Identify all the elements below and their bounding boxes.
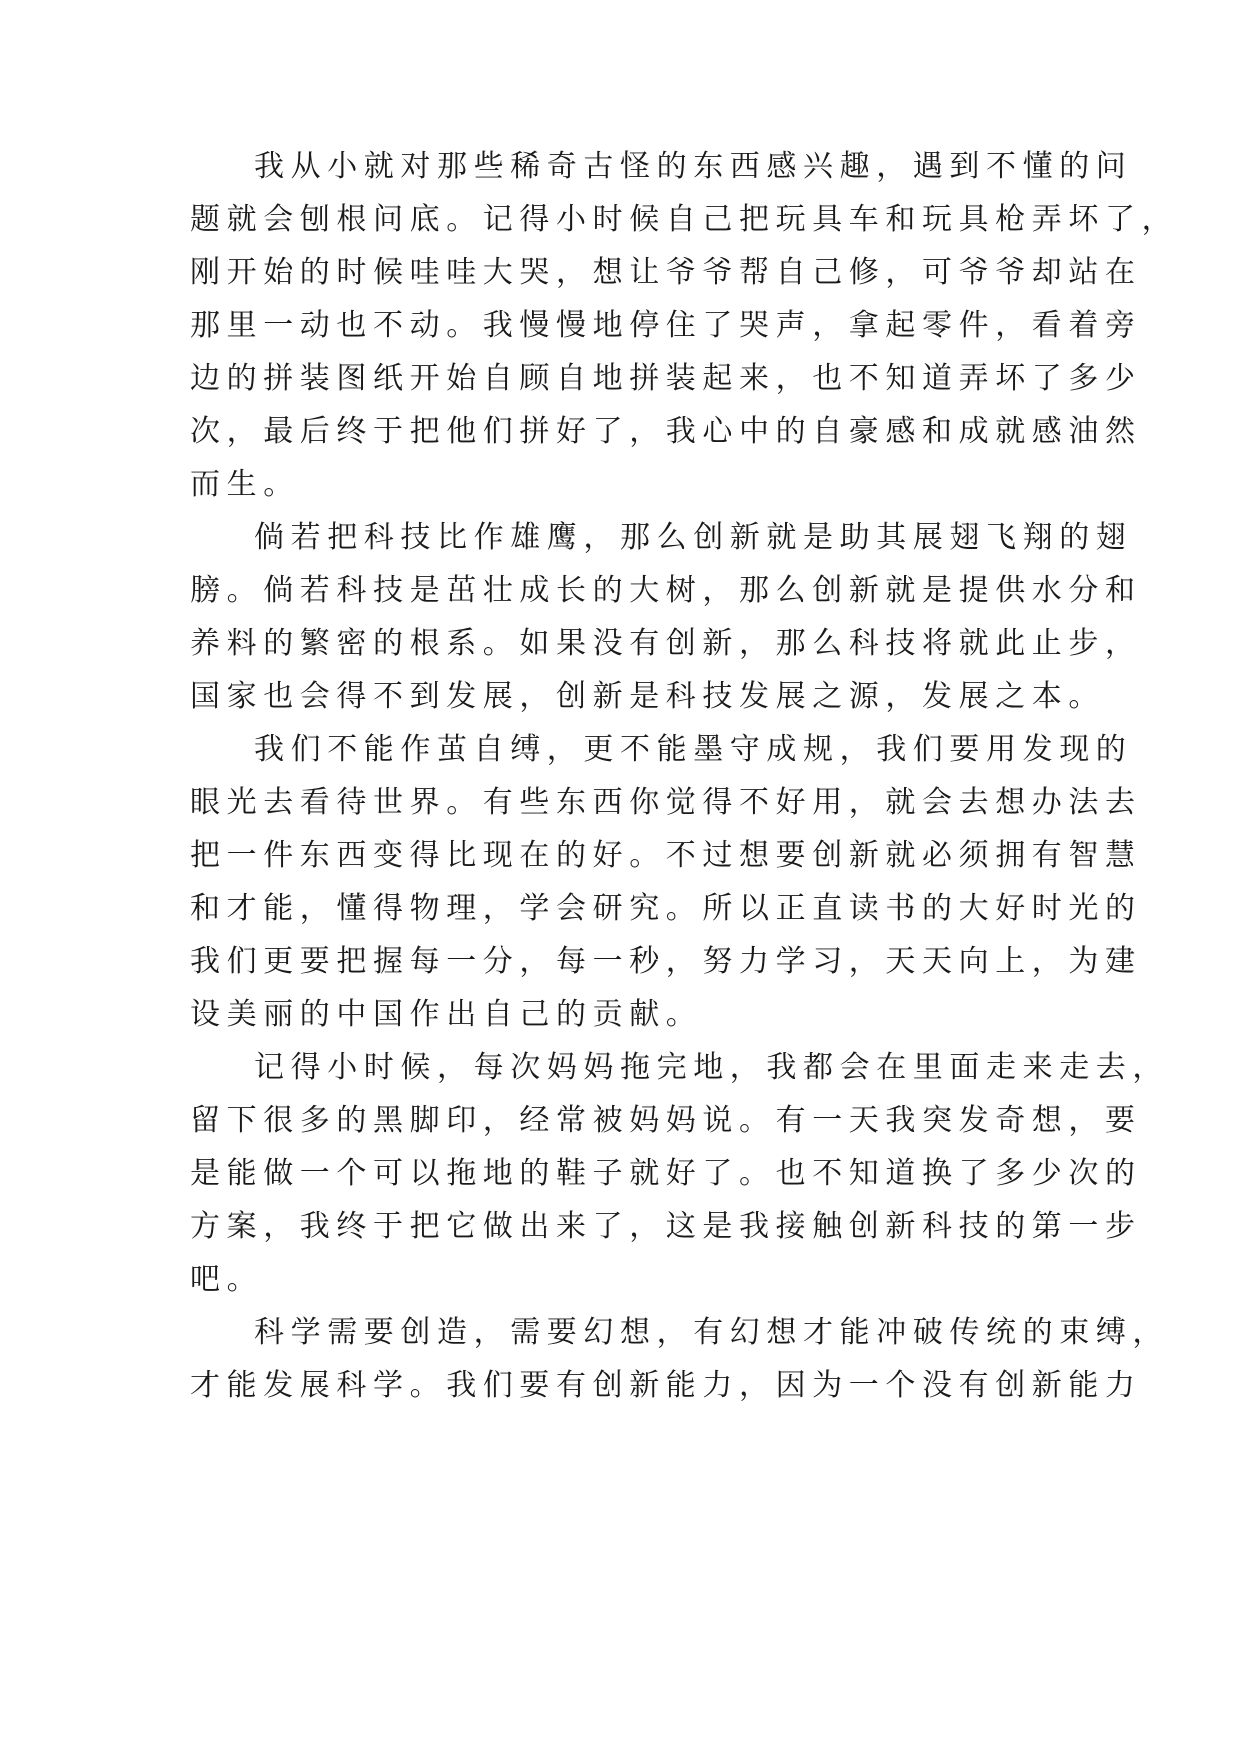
- paragraph-3-line-2: 眼光去看待世界。有些东西你觉得不好用，就会去想办法去: [190, 785, 1142, 820]
- paragraph-1-line-6: 次，最后终于把他们拼好了，我心中的自豪感和成就感油然: [190, 414, 1142, 449]
- paragraph-2-line-2: 膀。倘若科技是茁壮成长的大树，那么创新就是提供水分和: [190, 573, 1142, 608]
- paragraph-2-line-4: 国家也会得不到发展，创新是科技发展之源，发展之本。: [190, 679, 1105, 714]
- paragraph-1-line-3: 刚开始的时候哇哇大哭，想让爷爷帮自己修，可爷爷却站在: [190, 255, 1142, 290]
- paragraph-4-line-1: 记得小时候，每次妈妈拖完地，我都会在里面走来走去，: [254, 1050, 1169, 1085]
- paragraph-1-line-1: 我从小就对那些稀奇古怪的东西感兴趣，遇到不懂的问: [254, 149, 1133, 184]
- paragraph-3-line-4: 和才能，懂得物理，学会研究。所以正直读书的大好时光的: [190, 891, 1142, 926]
- paragraph-2-line-1: 倘若把科技比作雄鹰，那么创新就是助其展翅飞翔的翅: [254, 520, 1133, 555]
- paragraph-1-line-4: 那里一动也不动。我慢慢地停住了哭声，拿起零件，看着旁: [190, 308, 1142, 343]
- paragraph-4-line-5: 吧。: [190, 1262, 264, 1297]
- paragraph-3-line-1: 我们不能作茧自缚，更不能墨守成规，我们要用发现的: [254, 732, 1133, 767]
- paragraph-3-line-3: 把一件东西变得比现在的好。不过想要创新就必须拥有智慧: [190, 838, 1142, 873]
- paragraph-1-line-7: 而生。: [190, 467, 300, 502]
- paragraph-3-line-5: 我们更要把握每一分，每一秒，努力学习，天天向上，为建: [190, 944, 1142, 979]
- paragraph-4-line-3: 是能做一个可以拖地的鞋子就好了。也不知道换了多少次的: [190, 1156, 1142, 1191]
- paragraph-5-line-1: 科学需要创造，需要幻想，有幻想才能冲破传统的束缚，: [254, 1315, 1169, 1350]
- paragraph-5-line-2: 才能发展科学。我们要有创新能力，因为一个没有创新能力: [190, 1368, 1142, 1403]
- paragraph-3-line-6: 设美丽的中国作出自己的贡献。: [190, 997, 703, 1032]
- paragraph-4-line-4: 方案，我终于把它做出来了，这是我接触创新科技的第一步: [190, 1209, 1142, 1244]
- paragraph-4-line-2: 留下很多的黑脚印，经常被妈妈说。有一天我突发奇想，要: [190, 1103, 1142, 1138]
- paragraph-1-line-5: 边的拼装图纸开始自顾自地拼装起来，也不知道弄坏了多少: [190, 361, 1142, 396]
- paragraph-1-line-2: 题就会刨根问底。记得小时候自己把玩具车和玩具枪弄坏了，: [190, 202, 1179, 237]
- paragraph-2-line-3: 养料的繁密的根系。如果没有创新，那么科技将就此止步，: [190, 626, 1142, 661]
